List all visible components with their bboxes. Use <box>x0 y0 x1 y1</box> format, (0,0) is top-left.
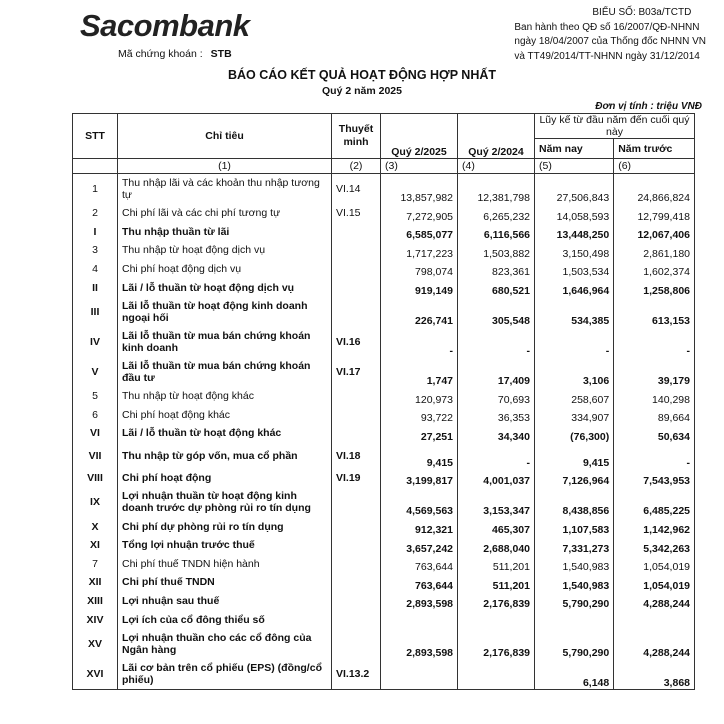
row-this-year: (76,300) <box>535 424 614 443</box>
row-this-year: 6,148 <box>535 659 614 690</box>
row-q2024: 6,265,232 <box>458 204 535 223</box>
row-stt: XV <box>73 629 118 659</box>
row-note <box>332 629 381 659</box>
row-stt: II <box>73 278 118 297</box>
row-q2025: 9,415 <box>381 443 458 469</box>
row-q2025: 912,321 <box>381 517 458 536</box>
row-prev-year: 7,543,953 <box>614 469 695 488</box>
row-this-year: 8,438,856 <box>535 487 614 517</box>
table-row <box>73 573 695 592</box>
form-line: BIỂU SỐ: B03a/TCTD <box>592 7 692 18</box>
row-prev-year: 39,179 <box>614 357 695 387</box>
table-row <box>73 659 695 690</box>
row-prev-year: 1,602,374 <box>614 260 695 279</box>
row-note <box>332 241 381 260</box>
row-indicator: Lợi ích của cổ đông thiểu số <box>118 610 332 629</box>
row-stt: 2 <box>73 204 118 223</box>
income-statement-table <box>72 113 695 690</box>
row-prev-year: 89,664 <box>614 406 695 425</box>
col-num: (5) <box>535 159 614 174</box>
row-note <box>332 517 381 536</box>
table-row <box>73 260 695 279</box>
row-note <box>332 573 381 592</box>
row-q2025: 3,657,242 <box>381 536 458 555</box>
stock-label: Mã chứng khoán : <box>118 48 203 60</box>
row-stt: 4 <box>73 260 118 279</box>
row-indicator: Lợi nhuận sau thuế <box>118 592 332 611</box>
table-row <box>73 424 695 443</box>
stock-code-line <box>118 48 232 60</box>
row-prev-year <box>614 610 695 629</box>
row-note <box>332 278 381 297</box>
table-row <box>73 629 695 659</box>
row-indicator: Lợi nhuận thuần cho các cổ đông của Ngân hàng <box>118 629 332 659</box>
table-row <box>73 517 695 536</box>
row-q2024: 2,176,839 <box>458 629 535 659</box>
row-indicator: Chi phí hoạt động dịch vụ <box>118 260 332 279</box>
row-q2024: - <box>458 327 535 357</box>
col-num: (2) <box>332 159 381 174</box>
row-this-year: 1,503,534 <box>535 260 614 279</box>
row-this-year: 1,540,983 <box>535 555 614 574</box>
row-q2024: 3,153,347 <box>458 487 535 517</box>
table-row <box>73 174 695 205</box>
row-stt: 6 <box>73 406 118 425</box>
row-stt: IX <box>73 487 118 517</box>
row-stt: XII <box>73 573 118 592</box>
row-stt: VI <box>73 424 118 443</box>
row-stt: XIV <box>73 610 118 629</box>
row-prev-year: 140,298 <box>614 387 695 406</box>
row-prev-year: 3,868 <box>614 659 695 690</box>
row-this-year: 7,126,964 <box>535 469 614 488</box>
col-q2024: Quý 2/2024 <box>458 114 535 159</box>
row-stt: X <box>73 517 118 536</box>
row-indicator: Thu nhập từ hoạt động dịch vụ <box>118 241 332 260</box>
col-this-year: Năm nay <box>535 139 614 159</box>
row-stt: XI <box>73 536 118 555</box>
row-note <box>332 297 381 327</box>
row-note: VI.13.2 <box>332 659 381 690</box>
table-row <box>73 536 695 555</box>
table-row <box>73 327 695 357</box>
row-note: VI.16 <box>332 327 381 357</box>
row-q2025: 7,272,905 <box>381 204 458 223</box>
row-this-year: 334,907 <box>535 406 614 425</box>
row-note <box>332 223 381 242</box>
row-q2024: 511,201 <box>458 555 535 574</box>
row-stt: VII <box>73 443 118 469</box>
row-q2025: 120,973 <box>381 387 458 406</box>
row-q2024: 17,409 <box>458 357 535 387</box>
row-note <box>332 260 381 279</box>
row-indicator: Thu nhập thuần từ lãi <box>118 223 332 242</box>
row-q2025: 2,893,598 <box>381 592 458 611</box>
row-note: VI.19 <box>332 469 381 488</box>
row-indicator: Thu nhập từ hoạt động khác <box>118 387 332 406</box>
bank-logo: Sacombank <box>80 8 250 43</box>
row-stt: 3 <box>73 241 118 260</box>
row-q2024: 465,307 <box>458 517 535 536</box>
row-this-year: 27,506,843 <box>535 174 614 205</box>
table-row <box>73 387 695 406</box>
row-q2025: 27,251 <box>381 424 458 443</box>
row-this-year: 14,058,593 <box>535 204 614 223</box>
row-this-year: - <box>535 327 614 357</box>
row-stt: 1 <box>73 174 118 205</box>
row-q2024: 12,381,798 <box>458 174 535 205</box>
col-ytd-group: Lũy kế từ đầu năm đến cuối quý này <box>535 114 695 139</box>
table-row <box>73 469 695 488</box>
row-stt: I <box>73 223 118 242</box>
row-note <box>332 406 381 425</box>
row-q2025: 1,717,223 <box>381 241 458 260</box>
row-indicator: Chi phí hoạt động <box>118 469 332 488</box>
col-note: Thuyết minh <box>332 114 381 159</box>
row-q2025: 226,741 <box>381 297 458 327</box>
row-stt: XVI <box>73 659 118 690</box>
row-indicator: Thu nhập lãi và các khoản thu nhập tương tự <box>118 174 332 205</box>
row-note: VI.18 <box>332 443 381 469</box>
row-q2025 <box>381 659 458 690</box>
row-prev-year: 50,634 <box>614 424 695 443</box>
row-this-year: 3,106 <box>535 357 614 387</box>
row-prev-year: 1,142,962 <box>614 517 695 536</box>
col-num <box>73 159 118 174</box>
row-this-year: 7,331,273 <box>535 536 614 555</box>
row-note: VI.17 <box>332 357 381 387</box>
row-q2024: 1,503,882 <box>458 241 535 260</box>
row-prev-year: 6,485,225 <box>614 487 695 517</box>
table-row <box>73 443 695 469</box>
row-q2025: 919,149 <box>381 278 458 297</box>
row-note <box>332 424 381 443</box>
row-prev-year: 613,153 <box>614 297 695 327</box>
row-q2024: 823,361 <box>458 260 535 279</box>
table-row <box>73 241 695 260</box>
row-q2024: 2,688,040 <box>458 536 535 555</box>
table-row <box>73 357 695 387</box>
row-this-year: 13,448,250 <box>535 223 614 242</box>
table-row <box>73 223 695 242</box>
row-stt: V <box>73 357 118 387</box>
col-prev-year: Năm trước <box>614 139 695 159</box>
row-note <box>332 487 381 517</box>
row-q2025: - <box>381 327 458 357</box>
row-prev-year: 24,866,824 <box>614 174 695 205</box>
row-q2024: 680,521 <box>458 278 535 297</box>
row-stt: 7 <box>73 555 118 574</box>
form-line: ngày 18/04/2007 của Thống đốc NHNN VN <box>514 36 706 47</box>
row-this-year: 1,646,964 <box>535 278 614 297</box>
row-q2025: 2,893,598 <box>381 629 458 659</box>
row-q2025: 13,857,982 <box>381 174 458 205</box>
row-this-year <box>535 610 614 629</box>
row-indicator: Lãi lỗ thuần từ mua bán chứng khoán kinh doanh <box>118 327 332 357</box>
row-q2024: 34,340 <box>458 424 535 443</box>
row-indicator: Lãi lỗ thuần từ mua bán chứng khoán đầu tư <box>118 357 332 387</box>
row-indicator: Lãi lỗ thuần từ hoạt động kinh doanh ngoại hối <box>118 297 332 327</box>
row-this-year: 1,107,583 <box>535 517 614 536</box>
row-indicator: Chi phí thuế TNDN hiện hành <box>118 555 332 574</box>
row-q2024: 511,201 <box>458 573 535 592</box>
row-q2024 <box>458 659 535 690</box>
row-prev-year: 5,342,263 <box>614 536 695 555</box>
row-prev-year: 12,067,406 <box>614 223 695 242</box>
form-line: và TT49/2014/TT-NHNN ngày 31/12/2014 <box>514 50 700 62</box>
row-q2025: 798,074 <box>381 260 458 279</box>
table-row <box>73 297 695 327</box>
row-q2024: 36,353 <box>458 406 535 425</box>
unit-label: Đơn vị tính : triệu VNĐ <box>595 101 702 112</box>
row-prev-year: 2,861,180 <box>614 241 695 260</box>
col-indicator: Chỉ tiêu <box>118 114 332 159</box>
row-indicator: Chi phí thuế TNDN <box>118 573 332 592</box>
table-row <box>73 204 695 223</box>
col-q2025: Quý 2/2025 <box>381 114 458 159</box>
row-this-year: 1,540,983 <box>535 573 614 592</box>
row-q2024: 2,176,839 <box>458 592 535 611</box>
stock-code: STB <box>210 48 232 60</box>
row-q2025: 6,585,077 <box>381 223 458 242</box>
row-this-year: 5,790,290 <box>535 629 614 659</box>
row-this-year: 258,607 <box>535 387 614 406</box>
row-indicator: Lợi nhuận thuần từ hoạt động kinh doanh trước dự phòng rủi ro tín dụng <box>118 487 332 517</box>
row-this-year: 5,790,290 <box>535 592 614 611</box>
table-row <box>73 610 695 629</box>
form-info <box>514 6 706 64</box>
table-row <box>73 555 695 574</box>
row-q2024: 6,116,566 <box>458 223 535 242</box>
row-stt: III <box>73 297 118 327</box>
row-indicator: Chi phí hoạt động khác <box>118 406 332 425</box>
row-this-year: 534,385 <box>535 297 614 327</box>
row-stt: VIII <box>73 469 118 488</box>
row-stt: IV <box>73 327 118 357</box>
row-q2025: 4,569,563 <box>381 487 458 517</box>
row-q2024: 70,693 <box>458 387 535 406</box>
row-q2025: 93,722 <box>381 406 458 425</box>
row-indicator: Lãi cơ bản trên cổ phiếu (EPS) (đồng/cổ phiếu) <box>118 659 332 690</box>
row-q2024: 305,548 <box>458 297 535 327</box>
row-indicator: Lãi / lỗ thuần từ hoạt động khác <box>118 424 332 443</box>
col-num: (1) <box>118 159 332 174</box>
row-prev-year: 4,288,244 <box>614 592 695 611</box>
col-num: (6) <box>614 159 695 174</box>
row-q2025: 763,644 <box>381 555 458 574</box>
row-q2025: 3,199,817 <box>381 469 458 488</box>
row-indicator: Thu nhập từ góp vốn, mua cổ phần <box>118 443 332 469</box>
report-subtitle: Quý 2 năm 2025 <box>322 85 402 97</box>
row-prev-year: 1,054,019 <box>614 555 695 574</box>
row-q2024 <box>458 610 535 629</box>
table-row <box>73 487 695 517</box>
row-note: VI.14 <box>332 174 381 205</box>
table-row <box>73 278 695 297</box>
row-q2025: 1,747 <box>381 357 458 387</box>
col-num: (4) <box>458 159 535 174</box>
row-this-year: 9,415 <box>535 443 614 469</box>
report-title: BÁO CÁO KẾT QUẢ HOẠT ĐỘNG HỢP NHẤT <box>227 68 497 82</box>
row-stt: 5 <box>73 387 118 406</box>
row-indicator: Tổng lợi nhuận trước thuế <box>118 536 332 555</box>
row-prev-year: 12,799,418 <box>614 204 695 223</box>
row-prev-year: 4,288,244 <box>614 629 695 659</box>
table-row <box>73 592 695 611</box>
row-note <box>332 536 381 555</box>
row-note <box>332 592 381 611</box>
row-prev-year: - <box>614 327 695 357</box>
form-line: Ban hành theo QĐ số 16/2007/QĐ-NHNN <box>514 21 700 33</box>
row-note: VI.15 <box>332 204 381 223</box>
row-note <box>332 610 381 629</box>
row-prev-year: 1,258,806 <box>614 278 695 297</box>
table-row <box>73 406 695 425</box>
col-stt: STT <box>73 114 118 159</box>
row-stt: XIII <box>73 592 118 611</box>
row-q2024: 4,001,037 <box>458 469 535 488</box>
row-indicator: Chi phí lãi và các chi phí tương tự <box>118 204 332 223</box>
row-this-year: 3,150,498 <box>535 241 614 260</box>
row-prev-year: - <box>614 443 695 469</box>
row-q2024: - <box>458 443 535 469</box>
row-note <box>332 555 381 574</box>
row-indicator: Lãi / lỗ thuần từ hoạt động dịch vụ <box>118 278 332 297</box>
row-note <box>332 387 381 406</box>
row-q2025 <box>381 610 458 629</box>
col-num: (3) <box>381 159 458 174</box>
row-indicator: Chi phí dự phòng rủi ro tín dụng <box>118 517 332 536</box>
row-prev-year: 1,054,019 <box>614 573 695 592</box>
row-q2025: 763,644 <box>381 573 458 592</box>
